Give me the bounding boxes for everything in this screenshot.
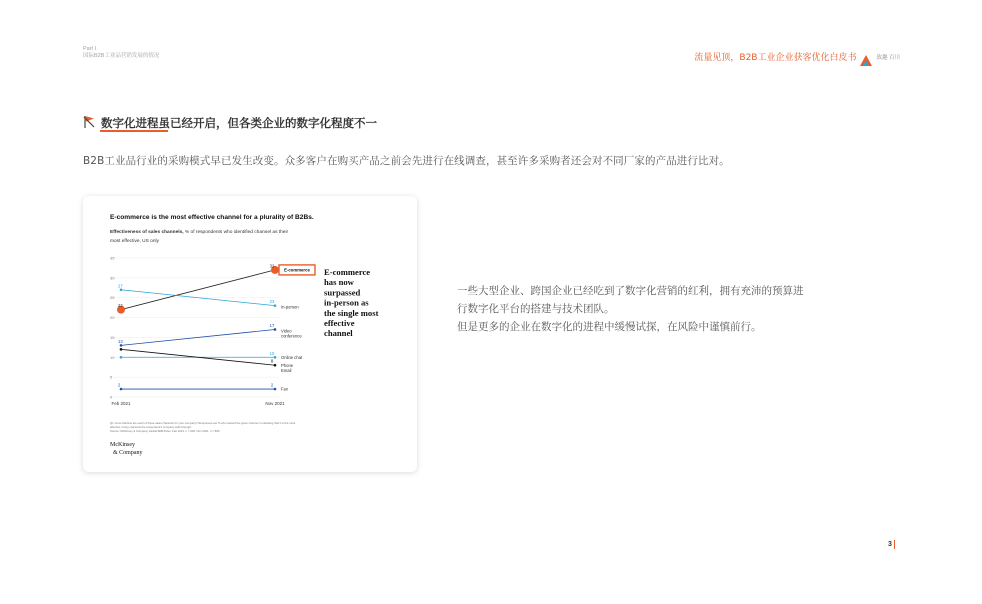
annotation-line: surpassed bbox=[324, 287, 361, 298]
data-point bbox=[274, 328, 277, 331]
intro-paragraph: B2B工业品行业的采购模式早已发生改变。众多客户在购买产品之前会先进行在线调查，甚至许多采购者还会对不同厂家的产品进行比对。 bbox=[83, 155, 730, 167]
page-number-bar bbox=[894, 540, 896, 549]
footnote-1: Q1: How effective are each of these sales channels for your company? Responses are % who ranked the given channel 1 indicating that it is the most bbox=[110, 421, 296, 425]
data-point bbox=[274, 388, 277, 391]
series-name-label: Online chat bbox=[281, 354, 303, 360]
data-point bbox=[120, 356, 123, 359]
series-name-label: Phone bbox=[281, 363, 294, 369]
footnote-3: Source: McKinsey & Company Global B2B Pulse, Feb 2021, n = 940; Nov 2021, n = 800 bbox=[110, 429, 220, 433]
footnote-2: effective of any channels the respondent's company sells through. bbox=[110, 425, 192, 429]
x-tick-label: Nov 2021 bbox=[265, 401, 285, 406]
x-tick-label: Feb 2021 bbox=[111, 401, 131, 406]
part-label bbox=[83, 46, 159, 60]
chart-subtitle: % of respondents who identified channel as their bbox=[183, 230, 289, 235]
y-tick-label: 35 bbox=[110, 255, 115, 261]
header-title: 流量见顶，B2B工业企业获客优化白皮书 bbox=[694, 53, 857, 63]
header bbox=[694, 50, 900, 63]
y-tick-label: 0 bbox=[110, 394, 113, 400]
data-point bbox=[274, 304, 277, 307]
value-label: 10 bbox=[269, 350, 275, 356]
brand-line-2: & Company bbox=[113, 450, 143, 456]
chart bbox=[83, 196, 417, 472]
value-label: 13 bbox=[118, 338, 123, 344]
value-label: 22 bbox=[118, 303, 123, 309]
value-label: 32 bbox=[269, 263, 275, 269]
annotation-line: the single most bbox=[324, 307, 379, 318]
chart-subtitle-line2: most effective, US only bbox=[110, 239, 159, 244]
data-point bbox=[274, 364, 277, 367]
annotation-line: effective bbox=[324, 318, 355, 328]
data-point bbox=[120, 348, 123, 351]
chart-card bbox=[83, 196, 417, 472]
heading-underline bbox=[100, 130, 168, 132]
y-tick-label: 15 bbox=[110, 334, 115, 340]
annotation-line: E-commerce bbox=[324, 267, 371, 277]
chart-annotation bbox=[324, 267, 379, 338]
data-point bbox=[274, 356, 277, 359]
chart-series bbox=[117, 266, 279, 390]
x-axis bbox=[111, 401, 285, 406]
value-label: 17 bbox=[269, 322, 275, 328]
value-label: 27 bbox=[118, 283, 123, 289]
series-name-label: In-person bbox=[281, 304, 299, 310]
value-label: 8 bbox=[270, 358, 274, 364]
y-tick-label: 25 bbox=[110, 295, 115, 301]
series-labels bbox=[118, 263, 315, 391]
series-name-label: conference bbox=[281, 333, 302, 339]
body-text bbox=[457, 282, 877, 336]
body-line-2: 行数字化平台的搭建与技术团队。 bbox=[457, 303, 615, 315]
series-name-label: Fax bbox=[281, 386, 288, 392]
annotation-line: in-person as bbox=[324, 297, 369, 308]
chart-title: E-commerce is the most effective channel for a plurality of B2Bs. bbox=[110, 214, 314, 221]
y-tick-label: 30 bbox=[110, 275, 115, 281]
logo-icon bbox=[860, 51, 872, 62]
part-subtitle: 国际B2B工业品营销发展的情况 bbox=[83, 53, 160, 59]
logo-text: 致趣 百川 bbox=[876, 54, 900, 61]
y-axis bbox=[110, 256, 115, 400]
data-point bbox=[120, 388, 123, 391]
y-tick-label: 20 bbox=[110, 315, 115, 321]
chart-subtitle-bold: Effectiveness of sales channels, bbox=[110, 230, 184, 235]
annotation-line: has now bbox=[324, 277, 354, 288]
page-number bbox=[888, 540, 895, 549]
data-point bbox=[120, 344, 123, 347]
part-number: Part I bbox=[83, 46, 97, 52]
value-label: 2 bbox=[118, 382, 121, 388]
svg-text:Effectiveness of sales channel bbox=[110, 229, 289, 235]
value-label: 2 bbox=[270, 382, 274, 388]
annotation-line: channel bbox=[324, 328, 353, 339]
y-tick-label: 10 bbox=[110, 354, 115, 360]
chart-grid bbox=[110, 255, 279, 397]
series-name-label: Video bbox=[281, 328, 292, 334]
series-name-label: Email bbox=[281, 368, 292, 374]
y-tick-label: 5 bbox=[110, 374, 113, 380]
section-title: 数字化进程虽已经开启，但各类企业的数字化程度不一 bbox=[101, 115, 377, 130]
value-label: 23 bbox=[269, 299, 275, 305]
body-line-3: 但是更多的企业在数字化的进程中缓慢试探，在风险中谨慎前行。 bbox=[457, 321, 762, 333]
data-point bbox=[120, 288, 123, 291]
brand-line-1: McKinsey bbox=[110, 442, 135, 448]
page-number-text: 3 bbox=[888, 541, 892, 548]
flag-icon bbox=[83, 113, 95, 132]
body-line-1: 一些大型企业、跨国企业已经吃到了数字化营销的红利，拥有充沛的预算进 bbox=[457, 285, 804, 297]
series-name-label: E-commerce bbox=[284, 267, 310, 273]
